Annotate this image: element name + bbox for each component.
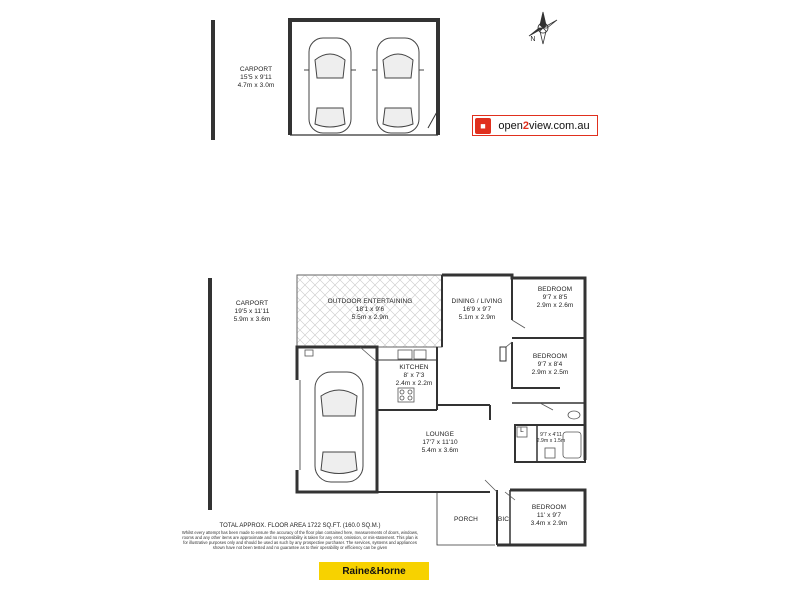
room-metric: 5.5m x 2.9m xyxy=(351,314,389,321)
kitchen-label xyxy=(388,364,440,388)
room-name: BEDROOM xyxy=(532,353,568,360)
dining-living-label xyxy=(444,298,510,322)
room-name: PORCH xyxy=(454,516,478,523)
camera-icon: ■ xyxy=(475,118,491,134)
bedroom-1-label xyxy=(527,286,583,310)
room-imperial: 17'7 x 11'10 xyxy=(422,439,458,446)
north-letter: N xyxy=(530,36,536,43)
car-icon xyxy=(315,372,363,482)
linen-label xyxy=(517,427,527,435)
room-imperial: 19'5 x 11'11 xyxy=(234,308,270,315)
room-imperial: 11' x 9'7 xyxy=(536,512,562,519)
open2view-num: 2 xyxy=(522,119,530,132)
car-icon xyxy=(304,38,356,133)
room-name: BEDROOM xyxy=(537,286,573,293)
room-name: LOUNGE xyxy=(425,431,455,438)
room-name: CARPORT xyxy=(239,66,273,73)
room-metric: 5.4m x 3.6m xyxy=(421,447,459,454)
car-icon xyxy=(372,38,424,133)
open2view-logo xyxy=(472,115,598,136)
room-metric: 5.9m x 3.6m xyxy=(233,316,271,323)
carport-top-label xyxy=(228,66,284,90)
room-metric: 3.4m x 2.9m xyxy=(530,520,568,527)
room-metric: 2.9m x 2.5m xyxy=(531,369,569,376)
outdoor-entertaining-label xyxy=(318,298,422,322)
room-name: BEDROOM xyxy=(531,504,567,511)
room-name: DINING / LIVING xyxy=(451,298,503,305)
room-name: OUTDOOR ENTERTAINING xyxy=(327,298,413,305)
room-imperial: 9'7 x 8'5 xyxy=(542,294,568,301)
room-name: L xyxy=(520,427,524,434)
disclaimer-text: Whilst every attempt has been made to ensure the accuracy of the floor plan contained here, measurements of doors, windows, rooms and any other items are approximate and no responsibility is taken for any error, omission, or mis-statement. This plan is for illustrative purposes only and should be used as such by any prospective purchaser. The services, systems and appliances shown have not been tested and no guarantee as to their operability or efficiency can be given xyxy=(181,530,419,551)
open2view-pre: open xyxy=(498,119,523,132)
open2view-text xyxy=(491,120,597,132)
total-floor-area: TOTAL APPROX. FLOOR AREA 1722 SQ.FT. (160.0 SQ.M.) xyxy=(219,523,381,529)
room-imperial: 8' x 7'3 xyxy=(403,372,425,379)
room-name: CARPORT xyxy=(235,300,269,307)
room-name: BIC xyxy=(497,516,510,523)
room-imperial: 18'1 x 9'6 xyxy=(355,306,385,313)
room-name: KITCHEN xyxy=(399,364,429,371)
lounge-label xyxy=(408,431,472,455)
open2view-post: view.com.au xyxy=(529,119,590,132)
room-imperial: 15'5 x 9'11 xyxy=(240,74,272,81)
raine-horne-logo xyxy=(319,562,429,580)
room-metric: 5.1m x 2.9m xyxy=(458,314,496,321)
floor-plan-note xyxy=(180,523,420,550)
room-metric: 2.9m x 2.6m xyxy=(536,302,574,309)
bic-label xyxy=(497,516,510,524)
porch-label xyxy=(448,516,484,524)
bathroom-label xyxy=(534,432,568,444)
carport-bottom-label xyxy=(222,300,282,324)
agency-name: Raine&Horne xyxy=(342,565,406,577)
fireplace-icon xyxy=(500,347,506,361)
carport-sink xyxy=(305,350,313,356)
room-metric: 4.7m x 3.0m xyxy=(237,82,275,89)
room-metric: 2.9m x 1.5m xyxy=(536,438,566,444)
room-metric: 2.4m x 2.2m xyxy=(395,380,433,387)
bedroom-2-label xyxy=(522,353,578,377)
room-imperial: 9'7 x 4'11 xyxy=(540,432,562,438)
room-imperial: 16'9 x 9'7 xyxy=(462,306,492,313)
compass-north-label xyxy=(528,36,538,44)
bedroom-3-label xyxy=(520,504,578,528)
room-imperial: 9'7 x 8'4 xyxy=(537,361,563,368)
